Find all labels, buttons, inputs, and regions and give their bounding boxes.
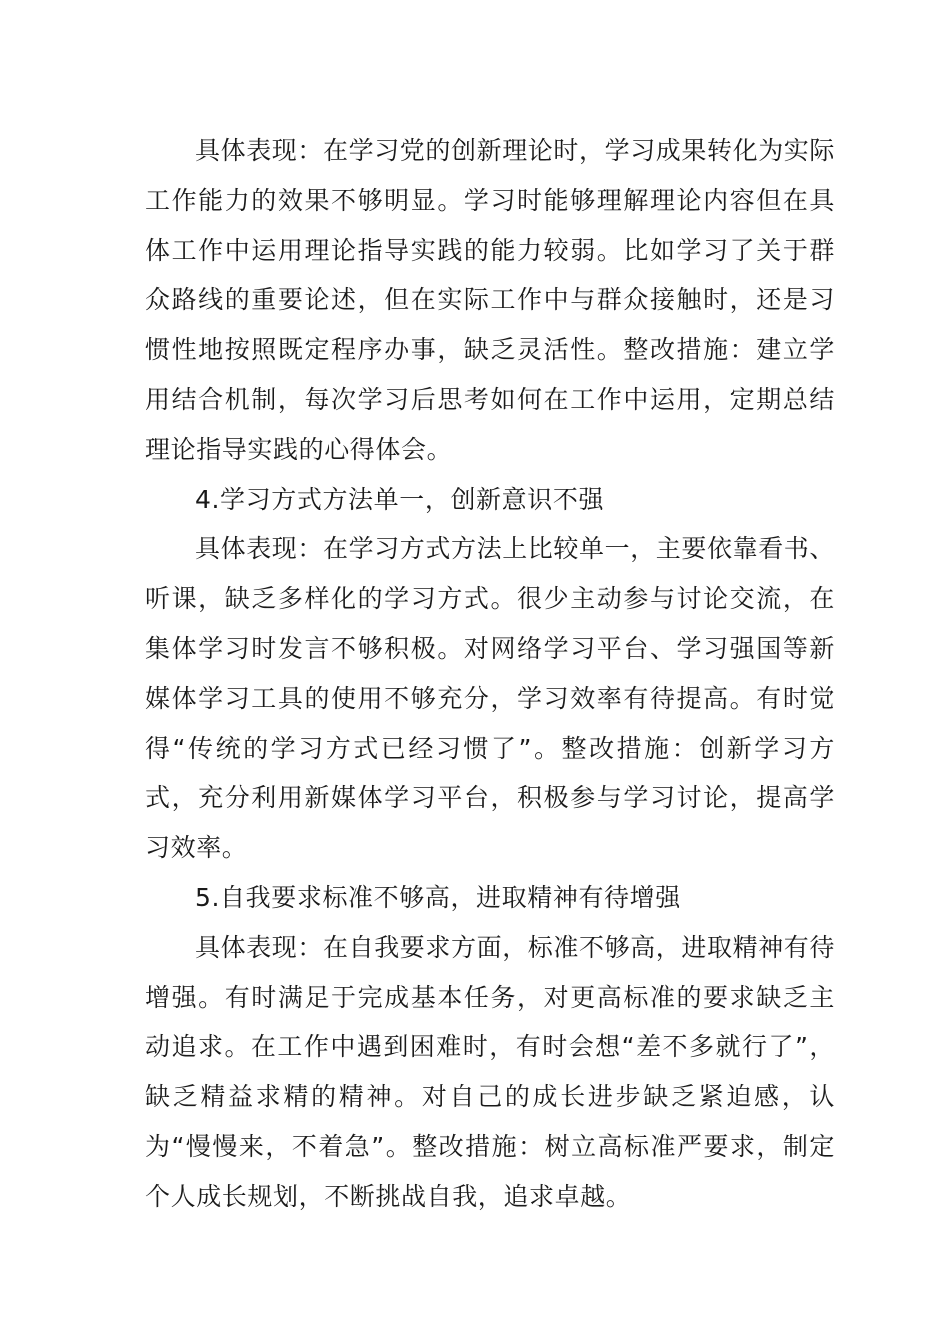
paragraph-theory-application: 具体表现：在学习党的创新理论时，学习成果转化为实际工作能力的效果不够明显。学习时能够理解理论内容但在具体工作中运用理论指导实践的能力较弱。比如学习了关于群众路线的重要论述，但在实际工作中与群众接触时，还是习惯性地按照既定程序办事，缺乏灵活性。整改措施：建立学用结合机制，每次学习后思考如何在工作中运用，定期总结理论指导实践的心得体会。 [145,136,836,464]
section-heading-4: 4.学习方式方法单一，创新意识不强 [195,484,605,514]
paragraph-learning-methods: 具体表现：在学习方式方法上比较单一，主要依靠看书、听课，缺乏多样化的学习方式。很少主动参与讨论交流，在集体学习时发言不够积极。对网络学习平台、学习强国等新媒体学习工具的使用不够充分，学习效率有待提高。有时觉得“传统的学习方式已经习惯了”。整改措施：创新学习方式，充分利用新媒体学习平台，积极参与学习讨论，提高学习效率。 [145,534,836,863]
paragraph-self-requirements: 具体表现：在自我要求方面，标准不够高，进取精神有待增强。有时满足于完成基本任务，对更高标准的要求缺乏主动追求。在工作中遇到困难时，有时会想“差不多就行了”，缺乏精益求精的精神。对自己的成长进步缺乏紧迫感，认为“慢慢来，不着急”。整改措施：树立高标准严要求，制定个人成长规划，不断挑战自我，追求卓越。 [145,932,836,1211]
section-heading-5: 5.自我要求标准不够高，进取精神有待增强 [195,882,681,912]
document-body [145,126,835,1222]
